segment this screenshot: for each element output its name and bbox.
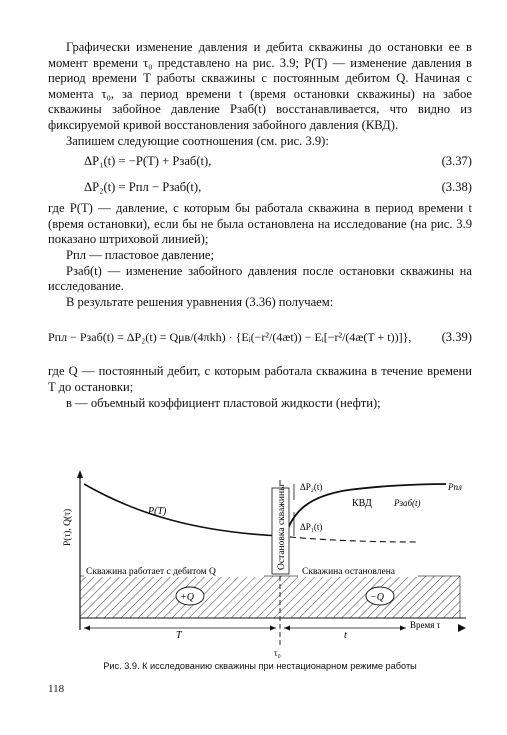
definition-q: где Q — постоянный дебит, с которым работала скважина в течение времени T до остановки; [48,364,472,394]
figure-3-9 [48,470,472,660]
equation-3-38 [48,175,472,201]
interval-t-arrow-left [284,626,290,631]
equation-3-37 [48,149,472,175]
equation-3-38-number: (3.38) [441,180,472,195]
label-dp1: ΔP₁(t) [300,522,323,532]
label-p-t: P(T) [148,506,167,517]
curve-p-t [84,484,280,536]
equation-3-39 [48,310,472,364]
definition-p-t: где P(T) — давление, с которым бы работала скважина в период времени t (время остановки), если бы не была остановлена на исследование (на рис. 3.9 показано штриховой линией); [48,201,472,247]
label-pzab: Pзаб(t) [394,498,421,508]
label-T: T [176,630,182,641]
definition-p-pl: Pпл — пластовое давление; [66,247,215,262]
definition-p-zab: Pзаб(t) — изменение забойного давления после остановки скважины на исследование. [48,263,472,294]
label-kvd: КВД [352,498,372,509]
paragraph-result-intro: В результате решения уравнения (3.36) получаем: [66,294,334,309]
interval-t-arrow-right [400,626,406,631]
y-axis-label: P(τ), Q(τ) [63,508,73,546]
equation-3-39-body: Pпл − Pзаб(t) = ΔP₂(t) = Qμв/(4πkh) · {Eᵢ(−r²/(4æt)) − Eᵢ[−r²/(4æ(T + t))]}, [48,329,412,344]
text-block [48,40,472,411]
equation-3-39-number: (3.39) [441,329,472,344]
minus-q-label: −Q [370,592,384,603]
works-label: Скважина работает с дебитом Q [86,567,216,577]
equation-3-37-body: ΔP₁(t) = −P(T) + Pзаб(t), [84,154,212,169]
time-axis-label: Время τ [410,620,441,630]
paragraph-relations-intro: Запишем следующие соотношения (см. рис. 3.9): [66,133,329,148]
figure-caption: Рис. 3.9. К исследованию скважины при нестационарном режиме работы [103,661,417,671]
y-axis-arrow [77,470,83,478]
x-axis-arrow [458,624,466,632]
hatched-band [80,576,460,618]
equation-3-38-body: ΔP₂(t) = Pпл − Pзаб(t), [84,180,202,195]
label-ppl: Pпл [448,482,462,492]
plus-q-label: +Q [180,592,194,603]
page-number: 118 [48,683,65,695]
interval-T-arrow-left [84,626,90,631]
figure-svg [48,470,472,660]
stop-box-label: Остановка скважины [277,484,287,570]
paragraph-intro: Графически изменение давления и дебита скважины до остановки ее в момент времени τ₀ представлено на рис. 3.9; P(T) — изменение давления в период времени T работы скважины с постоянным дебитом Q. Начиная с момента τ₀, за период времени t (время остановки скважины) на забое скважины забойное давление Pзаб(t) восстанавливается, что видно из фиксируемой кривой восстановления забойного давления (КВД). [48,40,472,132]
label-dp2: ΔP₂(t) [300,482,323,492]
tau0-label: τ₀ [274,648,281,658]
equation-3-37-number: (3.37) [441,154,472,169]
label-t: t [344,630,347,641]
curve-p-t-extension [280,536,418,542]
definition-b: в — объемный коэффициент пластовой жидкости (нефти); [66,395,381,410]
stopped-label: Скважина остановлена [302,567,395,577]
interval-T-arrow-right [270,626,276,631]
